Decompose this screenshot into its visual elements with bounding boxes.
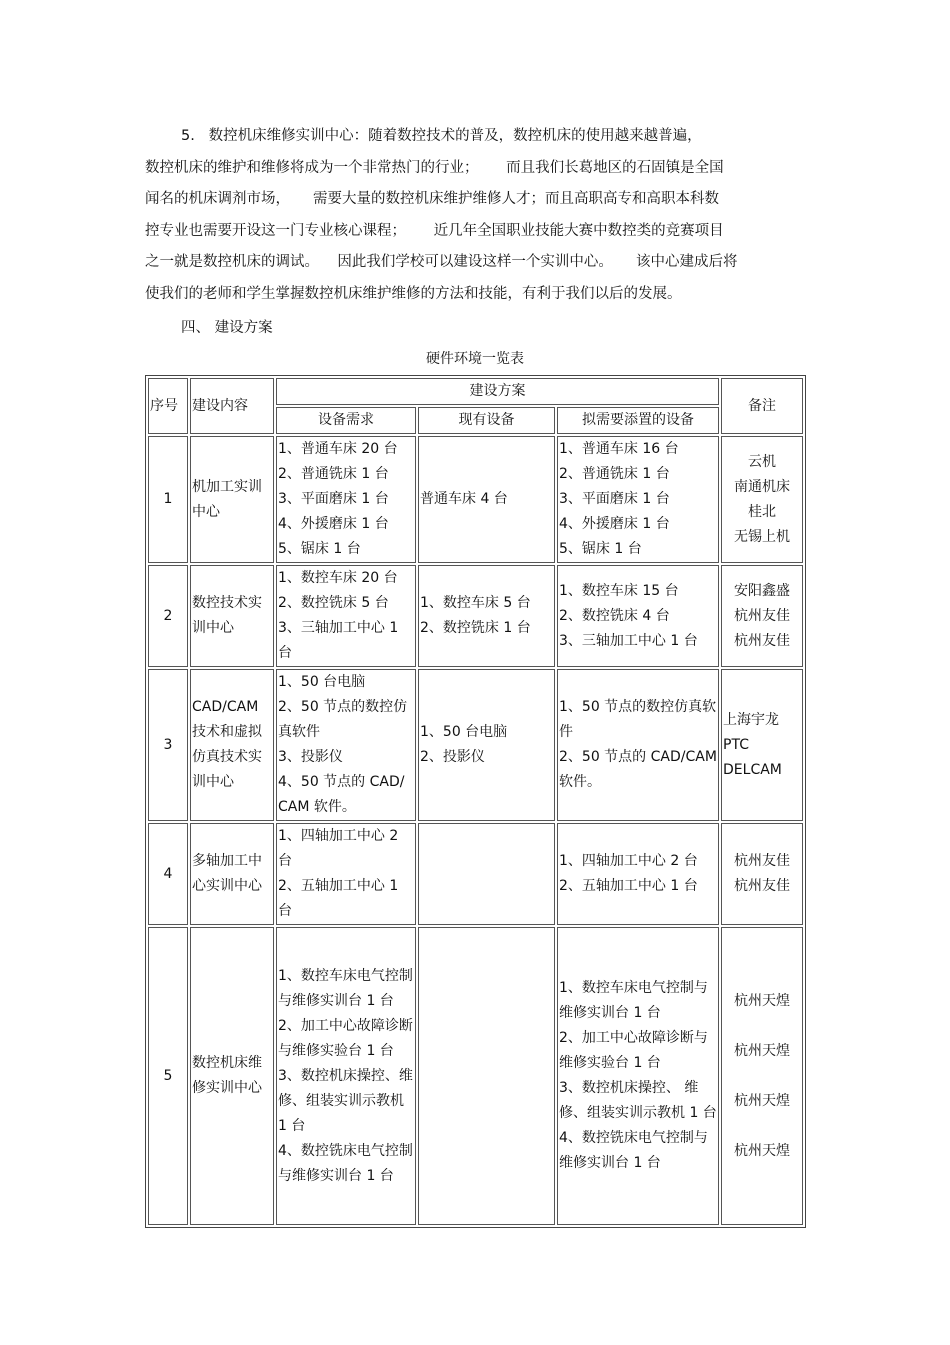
remark-item: 杭州天煌 [734,1143,791,1159]
row-seq: 1 [148,436,188,563]
to-add-item: 2、普通铣床 1 台 [559,466,670,482]
row-content: 数控机床维修实训中心 [190,927,274,1225]
need-item: 2、加工中心故障诊断与维修实验台 1 台 [278,1017,413,1059]
header-to-add: 拟需要添置的设备 [557,407,719,434]
existing-item: 1、数控车床 5 台 [420,595,531,611]
existing-item: 普通车床 4 台 [420,491,508,507]
remark-item: PTC [723,736,749,753]
remark-item: 杭州友佳 [734,878,791,894]
need-item: 3、数控机床操控、维修、组装实训示教机 1 台 [278,1067,413,1134]
header-existing: 现有设备 [418,407,555,434]
need-item: 3、平面磨床 1 台 [278,491,389,507]
intro-line: 5. 数控机床维修实训中心：随着数控技术的普及，数控机床的使用越来越普遍， [181,128,702,144]
row-existing [418,565,555,667]
row-remark [721,669,803,821]
intro-line: 之一就是数控机床的调试。 因此我们学校可以建设这样一个实训中心。 该中心建成后将 [145,254,738,270]
existing-item: 2、投影仪 [420,749,485,765]
row-to-add [557,669,719,821]
row-to-add [557,927,719,1225]
row-seq: 5 [148,927,188,1225]
row-existing [418,669,555,821]
header-content: 建设内容 [190,378,274,434]
row-seq: 4 [148,823,188,925]
existing-item: 1、50 台电脑 [420,724,508,740]
need-item: 2、数控铣床 5 台 [278,595,389,611]
need-item: 3、投影仪 [278,749,343,765]
row-need [276,823,416,925]
table-row [148,565,803,667]
remark-item: 杭州天煌 [734,1093,791,1109]
remark-item: 无锡上机 [734,528,791,545]
row-existing [418,823,555,925]
row-content: 多轴加工中心实训中心 [190,823,274,925]
to-add-item: 2、加工中心故障诊断与维修实验台 1 台 [559,1030,708,1071]
need-item: 4、外援磨床 1 台 [278,516,389,532]
table-row [148,927,803,1225]
hardware-table [145,375,806,1228]
row-need [276,927,416,1225]
to-add-item: 1、数控车床电气控制与维修实训台 1 台 [559,980,708,1021]
remark-item: 杭州友佳 [734,632,791,649]
header-seq: 序号 [148,378,188,434]
need-item: 4、50 节点的 CAD/CAM 软件。 [278,774,405,815]
to-add-item: 1、四轴加工中心 2 台 [559,853,698,869]
remark-item: 杭州友佳 [734,607,791,624]
to-add-item: 5、锯床 1 台 [559,541,642,557]
section-heading: 四、 建设方案 [181,320,273,336]
intro-line: 闻名的机床调剂市场， 需要大量的数控机床维护维修人才；而且高职高专和高职本科数 [145,191,720,207]
intro-line: 数控机床的维护和维修将成为一个非常热门的行业； 而且我们长葛地区的石固镇是全国 [145,159,724,176]
need-item: 1、数控车床 20 台 [278,570,398,586]
need-item: 4、数控铣床电气控制与维修实训台 1 台 [278,1142,413,1184]
to-add-item: 4、外援磨床 1 台 [559,516,670,532]
table-row [148,436,803,563]
to-add-item: 2、五轴加工中心 1 台 [559,878,698,894]
row-to-add [557,436,719,563]
to-add-item: 2、50 节点的 CAD/CAM 软件。 [559,749,717,790]
remark-item: 杭州天煌 [734,993,791,1009]
need-item: 1、50 台电脑 [278,674,366,690]
remark-item: 安阳鑫盛 [734,582,791,599]
need-item: 5、锯床 1 台 [278,541,361,557]
to-add-item: 1、数控车床 15 台 [559,582,679,599]
row-seq: 2 [148,565,188,667]
row-existing [418,927,555,1225]
table-row [148,669,803,821]
intro-line: 使我们的老师和学生掌握数控机床维护维修的方法和技能，有利于我们以后的发展。 [145,285,682,302]
intro-paragraph [145,121,815,310]
remark-item: 南通机床 [734,478,791,495]
to-add-item: 3、平面磨床 1 台 [559,491,670,507]
remark-item: 杭州天煌 [734,1043,791,1059]
header-need: 设备需求 [276,407,416,434]
row-content: CAD/CAM技术和虚拟仿真技术实训中心 [190,669,274,821]
table-row [148,823,803,925]
need-item: 2、50 节点的数控仿真软件 [278,699,408,740]
row-to-add [557,823,719,925]
need-item: 2、五轴加工中心 1 台 [278,878,399,919]
row-remark [721,565,803,667]
to-add-item: 3、数控机床操控、 维修、组装实训示教机 1 台 [559,1080,717,1121]
to-add-item: 1、50 节点的数控仿真软件 [559,699,717,740]
row-need [276,436,416,563]
need-item: 2、普通铣床 1 台 [278,466,389,482]
to-add-item: 2、数控铣床 4 台 [559,607,670,624]
need-item: 1、普通车床 20 台 [278,441,398,457]
need-item: 3、三轴加工中心 1 台 [278,620,399,661]
remark-item: DELCAM [723,761,782,778]
remark-item: 杭州友佳 [734,853,791,869]
need-item: 1、数控车床电气控制与维修实训台 1 台 [278,967,413,1009]
remark-item: 上海宇龙 [723,711,780,728]
to-add-item: 1、普通车床 16 台 [559,441,679,457]
remark-item: 云机 [748,453,777,470]
row-existing [418,436,555,563]
to-add-item: 3、三轴加工中心 1 台 [559,632,698,649]
row-content: 数控技术实训中心 [190,565,274,667]
row-seq: 3 [148,669,188,821]
row-remark [721,436,803,563]
header-remark: 备注 [721,378,803,434]
remark-item: 桂北 [748,503,777,520]
table-caption: 硬件环境一览表 [426,351,524,367]
header-plan: 建设方案 [276,378,719,405]
row-remark [721,823,803,925]
existing-item: 2、数控铣床 1 台 [420,620,531,636]
row-content: 机加工实训中心 [190,436,274,563]
row-remark [721,927,803,1225]
intro-line: 控专业也需要开设这一门专业核心课程； 近几年全国职业技能大赛中数控类的竞赛项目 [145,222,724,239]
row-to-add [557,565,719,667]
to-add-item: 4、数控铣床电气控制与维修实训台 1 台 [559,1130,708,1171]
row-need [276,565,416,667]
row-need [276,669,416,821]
need-item: 1、四轴加工中心 2 台 [278,828,399,869]
